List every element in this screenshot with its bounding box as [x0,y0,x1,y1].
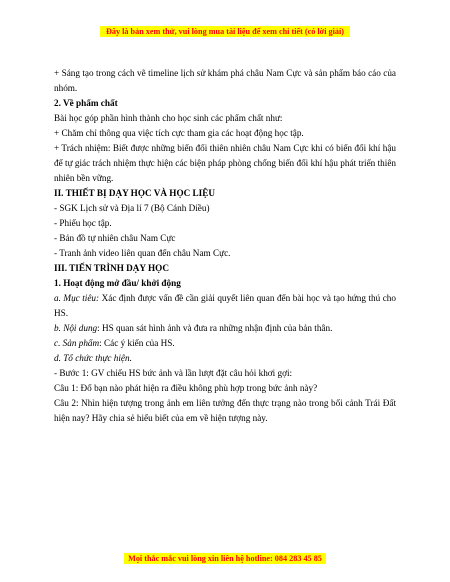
product-text: : Các ý kiến của HS. [99,338,175,348]
objective-text: Xác định được vấn đề cần giải quyết liên quan đến bài học và tạo hứng thú cho HS. [54,293,396,318]
question-2: Câu 2: Nhìn hiện tượng trong ảnh em liên tưởng đến thực trạng nào trong bối cảnh Trái Đất hiện nay? Hãy chia sẻ hiểu biết của em về hiện tượng này. [54,398,396,423]
heading-qualities: 2. Về phẩm chất [54,98,118,108]
equipment-item: - Tranh ảnh video liên quan đến châu Nam Cực. [54,248,231,258]
hotline-footer-banner: Mọi thắc mắc vui lòng xin liên hệ hotline: 084 283 45 85 [124,553,326,564]
objective-label: a. Mục tiêu: [54,293,100,303]
paragraph-product [54,336,396,351]
product-label: c. Sản phẩm [54,338,100,348]
heading-equipment: II. THIẾT BỊ DẠY HỌC VÀ HỌC LIỆU [54,188,215,198]
paragraph-diligence: + Chăm chỉ thông qua việc tích cực tham gia các hoạt động học tập. [54,128,304,138]
paragraph-step-1: - Bước 1: GV chiếu HS bức ảnh và lần lượt đặt câu hỏi khơi gợi: [54,368,293,378]
paragraph-qualities-intro: Bài học góp phần hình thành cho học sinh các phẩm chất như: [54,113,283,123]
content-text: : HS quan sát hình ảnh và đưa ra những nhận định của bản thân. [97,323,333,333]
paragraph-responsibility: + Trách nhiệm: Biết được những biến đổi thiên nhiên châu Nam Cực khi có biến đổi khí hậu để tự giác trách nhiệm thực hiện các biện pháp phòng chống biến đổi khí hậu phát triển thiên nhiên bền vững. [54,143,396,183]
document-body [54,66,396,426]
paragraph-objective [54,291,396,321]
paragraph-content [54,321,396,336]
equipment-item: - SGK Lịch sử và Địa lí 7 (Bộ Cánh Diều) [54,203,210,213]
preview-notice-banner: Đây là bản xem thử, vui lòng mua tài liệu để xem chi tiết (có lời giải) [100,26,350,37]
heading-warmup-activity: 1. Hoạt động mở đầu/ khởi động [54,278,181,288]
question-1: Câu 1: Đố bạn nào phát hiện ra điều không phù hợp trong bức ảnh này? [54,383,318,393]
heading-teaching-process: III. TIẾN TRÌNH DẠY HỌC [54,263,169,273]
equipment-item: - Bản đồ tự nhiên châu Nam Cực [54,233,176,243]
equipment-item: - Phiếu học tập. [54,218,112,228]
paragraph-creativity: + Sáng tạo trong cách vẽ timeline lịch sử khám phá châu Nam Cực và sản phẩm báo cáo của nhóm. [54,68,396,93]
paragraph-organization: d. Tổ chức thực hiện. [54,353,132,363]
content-label: b. Nội dung [54,323,98,333]
